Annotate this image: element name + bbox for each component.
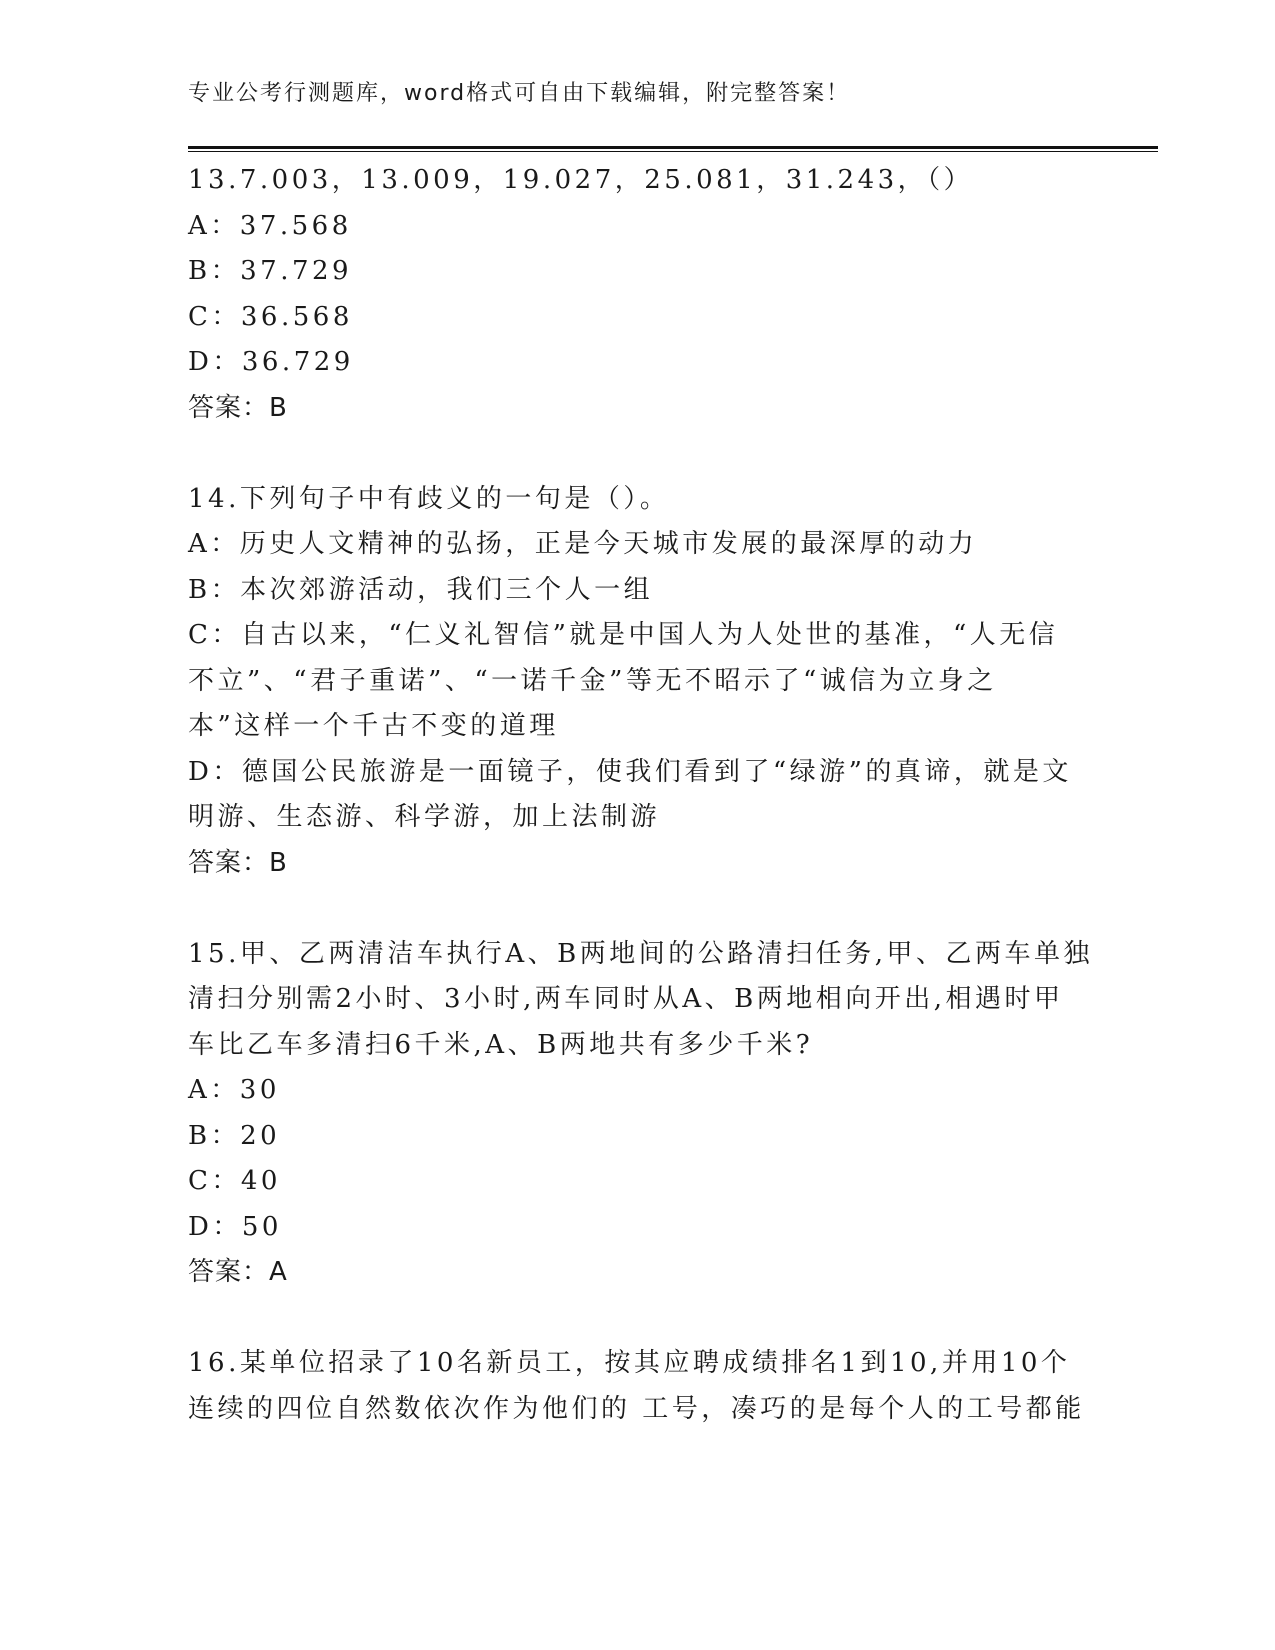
- question-stem: 16.某单位招录了10名新员工，按其应聘成绩排名1到10,并用10个: [188, 1348, 1071, 1378]
- question-stem-cont: 清扫分别需2小时、3小时,两车同时从A、B两地相向开出,相遇时甲: [188, 984, 1064, 1014]
- question-stem-cont: 连续的四位自然数依次作为他们的 工号，凑巧的是每个人的工号都能: [188, 1393, 1085, 1424]
- answer: 答案：A: [188, 1257, 288, 1287]
- option-b: B：本次郊游活动，我们三个人一组: [188, 574, 654, 605]
- option-c: C：36.568: [188, 301, 353, 332]
- question-stem: 14.下列句子中有歧义的一句是（）。: [188, 483, 670, 514]
- page-header: 专业公考行测题库，word格式可自由下载编辑，附完整答案！: [188, 81, 851, 106]
- question-list: [188, 158, 1093, 1432]
- question-13: [188, 158, 1088, 431]
- option-d: D：50: [188, 1211, 282, 1242]
- option-a: A：30: [188, 1075, 280, 1105]
- option-d-cont: 明游、生态游、科学游，加上法制游: [188, 802, 661, 832]
- question-stem: 13.7.003，13.009，19.027，25.081，31.243，（）: [188, 165, 974, 195]
- question-stem-cont: 车比乙车多清扫6千米,A、B两地共有多少千米?: [188, 1029, 814, 1060]
- option-c-cont: 本”这样一个千古不变的道理: [188, 711, 559, 741]
- option-a: A：37.568: [188, 210, 352, 241]
- option-c-cont: 不立”、“君子重诺”、“一诺千金”等无不昭示了“诚信为立身之: [188, 665, 997, 696]
- answer: 答案：B: [188, 392, 288, 423]
- question-stem: 15.甲、乙两清洁车执行A、B两地间的公路清扫任务,甲、乙两车单独: [188, 938, 1093, 969]
- option-d: D：德国公民旅游是一面镜子，使我们看到了“绿游”的真谛，就是文: [188, 756, 1072, 787]
- question-14: [188, 477, 1088, 887]
- option-c: C：40: [188, 1166, 281, 1196]
- option-b: B：37.729: [188, 256, 353, 286]
- header-rule-thin: [188, 151, 1158, 152]
- option-b: B：20: [188, 1120, 281, 1151]
- header-rule-thick: [188, 146, 1158, 149]
- answer: 答案：B: [188, 847, 288, 878]
- question-16: [188, 1341, 1088, 1432]
- question-15: [188, 932, 1093, 1296]
- option-c: C：自古以来，“仁义礼智信”就是中国人为人处世的基准，“人无信: [188, 620, 1059, 650]
- option-d: D：36.729: [188, 347, 354, 377]
- option-a: A：历史人文精神的弘扬，正是今天城市发展的最深厚的动力: [188, 529, 978, 559]
